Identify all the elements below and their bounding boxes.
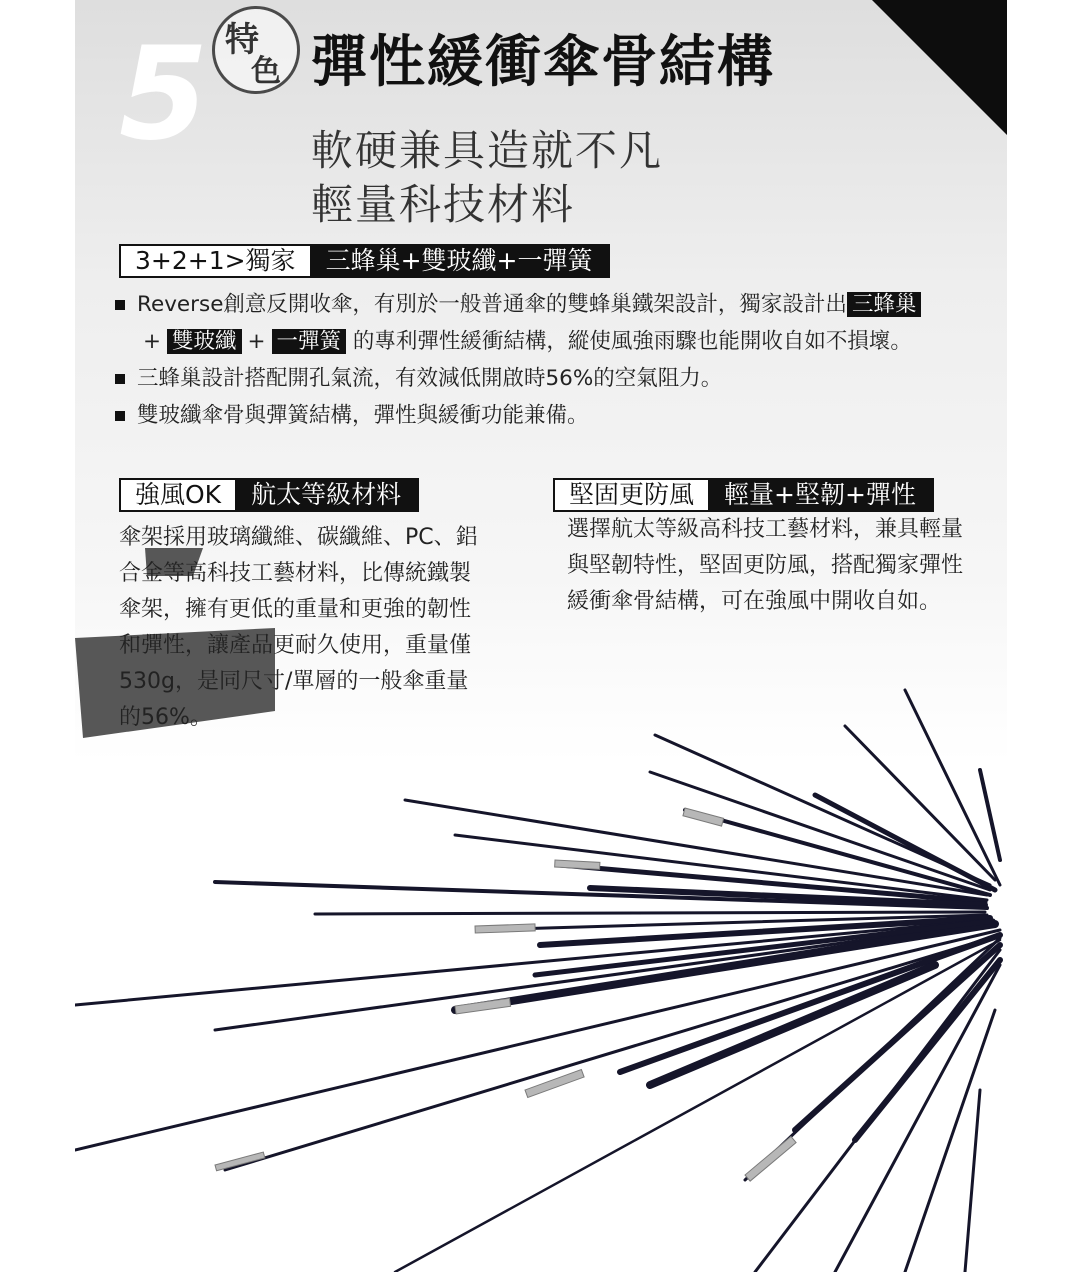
- wind-tag-left: 強風OK: [121, 480, 235, 510]
- bullet-item: 三蜂巢設計搭配開孔氣流，有效減低開啟時56%的空氣阻力。: [115, 360, 945, 397]
- umbrella-ribs-illustration: [75, 0, 1007, 1272]
- sturdy-tag-right: 輕量+堅韌+彈性: [708, 480, 932, 510]
- bullet-item: 雙玻纖傘骨與彈簧結構，彈性與緩衝功能兼備。: [115, 397, 945, 434]
- feature-label-char1: 特: [225, 20, 259, 60]
- wind-tag-right: 航太等級材料: [235, 480, 417, 510]
- main-tag-left: 3+2+1>獨家: [121, 246, 310, 276]
- highlight-fiberglass: 雙玻纖: [167, 329, 242, 354]
- feature-number: 5: [119, 20, 205, 169]
- highlight-honeycomb: 三蜂巢: [847, 292, 922, 317]
- page-title: 彈性緩衝傘骨結構: [311, 30, 775, 95]
- highlight-spring: 一彈簧: [272, 329, 347, 354]
- material-paragraph: 傘架採用玻璃纖維、碳纖維、PC、鋁合金等高科技工藝材料，比傳統鐵製傘架，擁有更低的重量和更強的韌性和彈性，讓產品更耐久使用，重量僅530g，是同尺寸/單層的一般傘重量的56%。: [119, 525, 478, 730]
- feature-panel: [75, 0, 1007, 1272]
- bullet-item: Reverse創意反開收傘，有別於一般普通傘的雙蜂巢鐵架設計，獨家設計出 三蜂巢+ 雙玻纖 + 一彈簧 的專利彈性緩衝結構，縱使風強雨驟也能開收自如不損壞。: [115, 286, 945, 360]
- subtitle-line1: 軟硬兼具造就不凡: [311, 126, 664, 175]
- subtitle-line2: 輕量科技材料: [311, 180, 576, 229]
- feature-label-char2: 色: [251, 54, 281, 89]
- sturdy-tag-left: 堅固更防風: [555, 480, 708, 510]
- windproof-paragraph: 選擇航太等級高科技工藝材料，兼具輕量與堅韌特性，堅固更防風，搭配獨家彈性緩衝傘骨結構，可在強風中開收自如。: [567, 517, 964, 614]
- main-tag-right: 三蜂巢+雙玻纖+一彈簧: [310, 246, 609, 276]
